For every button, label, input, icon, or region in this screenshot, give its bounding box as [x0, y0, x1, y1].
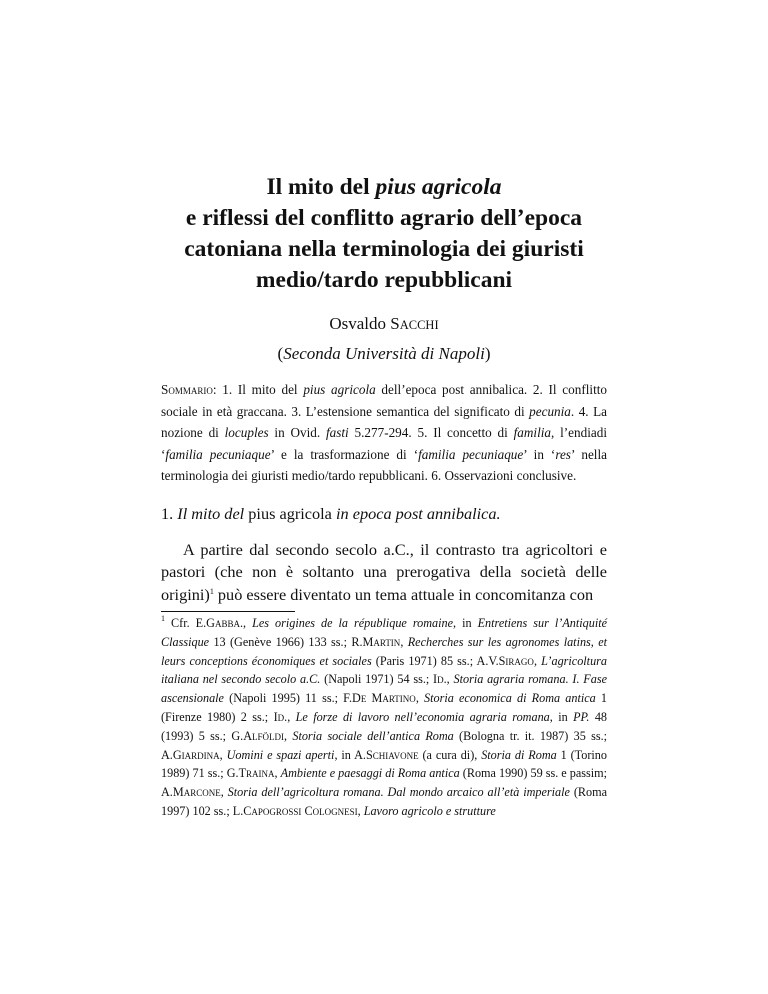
body-text: [161, 539, 607, 606]
footnote-ref: 1: [209, 586, 214, 596]
footnote-separator: [161, 611, 295, 612]
summary-label: Sommario: [161, 382, 213, 397]
title-line-3: catoniana nella terminologia dei giuristi: [184, 236, 584, 262]
body-paragraph: A partire dal secondo secolo a.C., il contrasto tra agricoltori e pastori (che non è soltanto una prerogativa della società delle origini)$^1$ può essere diventato un tema attuale in concomitanza con: [161, 540, 607, 604]
author-affiliation: (Seconda Università di Napoli): [277, 344, 491, 363]
title-line-1: Il mito del pius agricola: [266, 174, 502, 200]
title-line-2: e riflessi del conflitto agrario dell’epoca: [185, 205, 583, 231]
title-line-4: medio/tardo repubblicani: [255, 267, 513, 293]
footnote-1: $^1$ Cfr. E.Gabba., Les origines de la république romaine, in Entretiens sur l’Antiquité Classique 13 (Genève 1966) 133 ss.; R.Martin, Recherches sur les agronomes latins, et leurs conceptions économiques et sociales (Paris 1971) 85 ss.; A.V.Sirago, L’agricoltura italiana nel secondo secolo a.C. (Napoli 1971) 54 ss.; Id., Storia agraria romana. I. Fase ascensionale (Napoli 1995) 11 ss.; F.De Martino, Storia economica di Roma antica 1 (Firenze 1980) 2 ss.; Id., Le forze di lavoro nell’economia agraria romana, in PP. 48 (1993) 5 ss.; G.Alföldi, Storia sociale dell’antica Roma (Bologna tr. it. 1987) 35 ss.; A.Giardina, Uomini e spazi aperti, in A.Schiavone (a cura di), Storia di Roma 1 (Torino 1989) 71 ss.; G.Traina, Ambiente e paesaggi di Roma antica (Roma 1990) 59 ss. e passim; A.Marcone, Storia dell’agricoltura romana. Dal mondo arcaico all’età imperiale (Roma 1997) 102 ss.; L.Capogrossi Colognesi, Lavoro agricolo e strutture: [161, 614, 608, 818]
section-heading-1: 1. Il mito del pius agricola in epoca post annibalica.: [161, 504, 501, 523]
footnote-number: 1: [161, 614, 165, 623]
paper-title: [100, 172, 668, 296]
summary-abstract: Sommario: 1. Il mito del pius agricola dell’epoca post annibalica. 2. Il conflitto sociale in età graccana. 3. L’estensione semantica del significato di pecunia. 4. La nozione di locuples in Ovid. fasti 5.277-294. 5. Il concetto di familia, l’endiadi ‘familia pecuniaque’ e la trasformazione di ‘familia pecuniaque’ in ‘res’ nella terminologia dei giuristi medio/tardo repubblicani. 6. Osservazioni conclusive.: [161, 382, 607, 483]
author-name: Osvaldo SACCHI: [329, 314, 439, 333]
